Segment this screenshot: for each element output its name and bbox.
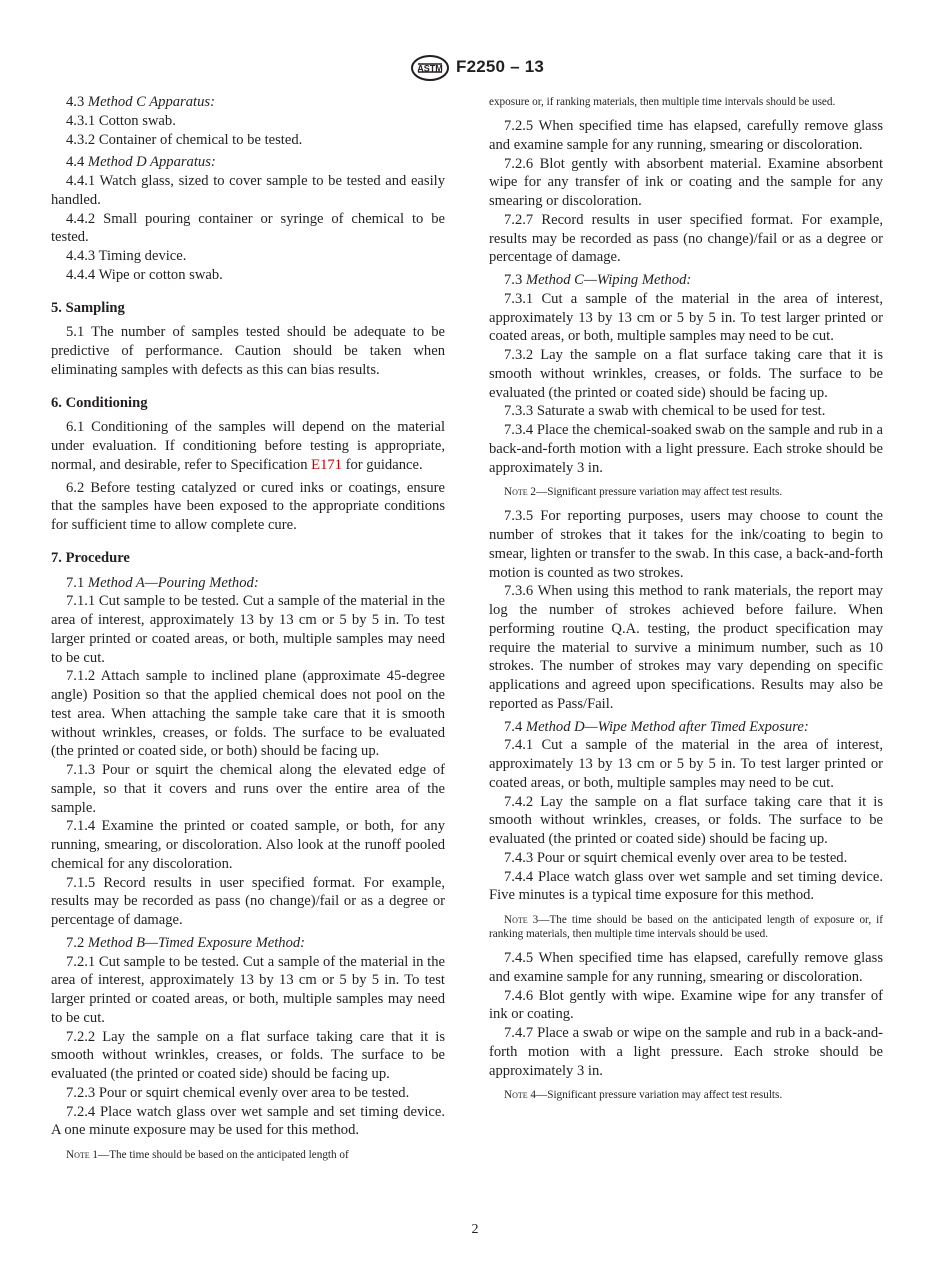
section-4-4-4: 4.4.4 Wipe or cotton swab.: [66, 266, 223, 283]
section-7-4-6: 7.4.6 Blot gently with wipe. Examine wipe for any transfer of ink or coating.: [489, 987, 883, 1023]
note-1-continued: exposure or, if ranking materials, then multiple time intervals should be used.: [489, 96, 836, 108]
section-4-4: 4.4 Method D Apparatus:: [66, 154, 216, 171]
section-7-2-5: 7.2.5 When specified time has elapsed, carefully remove glass and examine sample for any running, smearing or discoloration.: [489, 118, 883, 153]
section-7-3-6: 7.3.6 When using this method to rank materials, the report may log the number of strokes achieved before failure. When performing routine Q.A. testing, the product specification may require the material to survive a minimum number, such as 10 strokes. The number of strokes may vary depending on specific applications and agreed upon specifications. Results may also be reported as Pass/Fail.: [489, 583, 883, 712]
section-4-4-3: 4.4.3 Timing device.: [66, 248, 187, 264]
astm-logo-icon: [410, 55, 450, 81]
section-7-1-5: 7.1.5 Record results in user specified format. For example, results may be recorded as pass (no change)/fail or as a degree or percentage of damage.: [51, 874, 445, 928]
svg-text:ASTM: ASTM: [417, 63, 443, 74]
section-7-4-5: 7.4.5 When specified time has elapsed, carefully remove glass and examine sample for any running, smearing or discoloration.: [489, 950, 883, 985]
e171-link[interactable]: E171: [311, 456, 342, 473]
section-7-1-1: 7.1.1 Cut sample to be tested. Cut a sample of the material in the area of interest, approximately 13 by 13 cm or 5 by 5 in. To test larger printed or coated areas, or both, multiple samples may need to be cut.: [51, 593, 445, 666]
section-7-4-4: 7.4.4 Place watch glass over wet sample and set timing device. Five minutes is a typical time exposure for this method.: [489, 868, 883, 904]
note-1: Note 1—The time should be based on the anticipated length of: [66, 1149, 349, 1161]
heading-sampling: 5. Sampling: [51, 299, 125, 316]
page-number: 2: [471, 1222, 479, 1237]
heading-procedure: 7. Procedure: [51, 549, 130, 566]
section-7-3-3: 7.3.3 Saturate a swab with chemical to be used for test.: [504, 403, 826, 420]
section-4-3: 4.3 Method C Apparatus:: [66, 94, 215, 110]
section-4-4-1: 4.4.1 Watch glass, sized to cover sample to be tested and easily handled.: [51, 173, 445, 208]
section-7-2-1: 7.2.1 Cut sample to be tested. Cut a sample of the material in the area of interest, approximately 13 by 13 cm or 5 by 5 in. To test larger printed or coated areas, or both, multiple samples may need to be cut.: [51, 953, 445, 1026]
section-7-1-2: 7.1.2 Attach sample to inclined plane (approximate 45-degree angle) Position so that the applied chemical does not pool on the test area. When attaching the sample take care that it is smooth without wrinkles, creases, or folds. The surface to be evaluated (the printed or coated side, or both) should be facing up.: [51, 668, 445, 760]
right-column: [489, 95, 883, 1110]
section-7-4-1: 7.4.1 Cut a sample of the material in the area of interest, approximately 13 by 13 cm or 5 by 5 in. To test larger printed or coated areas, or both, multiple samples may need to be cut.: [489, 737, 883, 791]
section-4-3-2: 4.3.2 Container of chemical to be tested.: [66, 131, 303, 148]
section-7-2-3: 7.2.3 Pour or squirt chemical evenly over area to be tested.: [66, 1084, 410, 1101]
section-7-3-1: 7.3.1 Cut a sample of the material in the area of interest, approximately 13 by 13 cm or 5 by 5 in. To test larger printed or coated areas, or both, multiple samples may need to be cut.: [489, 290, 883, 345]
section-4-4-2: 4.4.2 Small pouring container or syringe of chemical to be tested.: [51, 210, 445, 246]
note-4: Note 4—Significant pressure variation may affect test results.: [504, 1089, 783, 1102]
section-7-1-3: 7.1.3 Pour or squirt the chemical along the elevated edge of sample, so that it covers and runs over the entire area of the sample.: [51, 762, 445, 816]
section-7-3-2: 7.3.2 Lay the sample on a flat surface taking care that it is smooth without wrinkles, creases, or folds. The surface to be evaluated (the printed or coated side) should be facing up.: [489, 347, 883, 401]
section-7-3-4: 7.3.4 Place the chemical-soaked swab on the sample and rub in a back-and-forth motion with a light pressure. Each stroke should be approximately 3 in.: [489, 422, 883, 476]
document-id: F2250 – 13: [456, 57, 545, 76]
note-2: Note 2—Significant pressure variation may affect test results.: [504, 486, 783, 499]
section-7-4-3: 7.4.3 Pour or squirt chemical evenly over area to be tested.: [504, 849, 848, 866]
section-6-2: 6.2 Before testing catalyzed or cured inks or coatings, ensure that the samples have been exposed to the appropriate conditions for sufficient time to allow complete cure.: [51, 479, 445, 533]
section-7-2-2: 7.2.2 Lay the sample on a flat surface taking care that it is smooth without wrinkles, creases, or folds. The surface to be evaluated (the printed or coated side) should be facing up.: [51, 1028, 445, 1082]
section-7-2: 7.2 Method B—Timed Exposure Method:: [66, 934, 306, 951]
section-7-4-2: 7.4.2 Lay the sample on a flat surface taking care that it is smooth without wrinkles, creases, or folds. The surface to be evaluated (the printed or coated side) should be facing up.: [489, 793, 883, 847]
page-header: [0, 55, 950, 83]
left-column: [51, 93, 445, 1170]
section-7-1: 7.1 Method A—Pouring Method:: [66, 574, 259, 591]
section-7-2-6: 7.2.6 Blot gently with absorbent material. Examine absorbent wipe for any transfer of ink or coating and the sample for any smearing or discoloration.: [489, 155, 883, 209]
section-5-1: 5.1 The number of samples tested should be adequate to be predictive of performance. Caution should be taken when eliminating samples with defects as this can bias results.: [51, 324, 445, 378]
note-3: Note 3—The time should be based on the anticipated length of exposure or, if ranking materials, then multiple time intervals should be used.: [489, 914, 883, 940]
section-7-4-7: 7.4.7 Place a swab or wipe on the sample and rub in a back-and-forth motion with a light pressure. Each stroke should be approximately 3 in.: [489, 1025, 883, 1079]
section-7-3-5: 7.3.5 For reporting purposes, users may choose to count the number of strokes that it takes for the ink/coating to begin to smear, lighten or transfer to the swab. In this case, a back-and-forth motion is counted as two strokes.: [489, 508, 883, 581]
section-6-1: 6.1 Conditioning of the samples will depend on the material under evaluation. If conditioning before testing is appropriate, normal, and desirable, refer to Specification E171 for guidance.: [51, 419, 445, 473]
section-7-3: 7.3 Method C—Wiping Method:: [504, 272, 692, 288]
section-7-4: 7.4 Method D—Wipe Method after Timed Exposure:: [504, 718, 809, 735]
section-7-2-7: 7.2.7 Record results in user specified format. For example, results may be recorded as pass (no change)/fail or as a degree or percentage of damage.: [489, 211, 883, 266]
heading-conditioning: 6. Conditioning: [51, 394, 148, 411]
section-7-1-4: 7.1.4 Examine the printed or coated sample, or both, for any running, smearing, or discoloration. Also look at the runoff pooled chemical for any discoloration.: [51, 818, 445, 872]
section-4-3-1: 4.3.1 Cotton swab.: [66, 112, 176, 129]
section-7-2-4: 7.2.4 Place watch glass over wet sample and set timing device. A one minute exposure may be used for this method.: [51, 1103, 445, 1139]
